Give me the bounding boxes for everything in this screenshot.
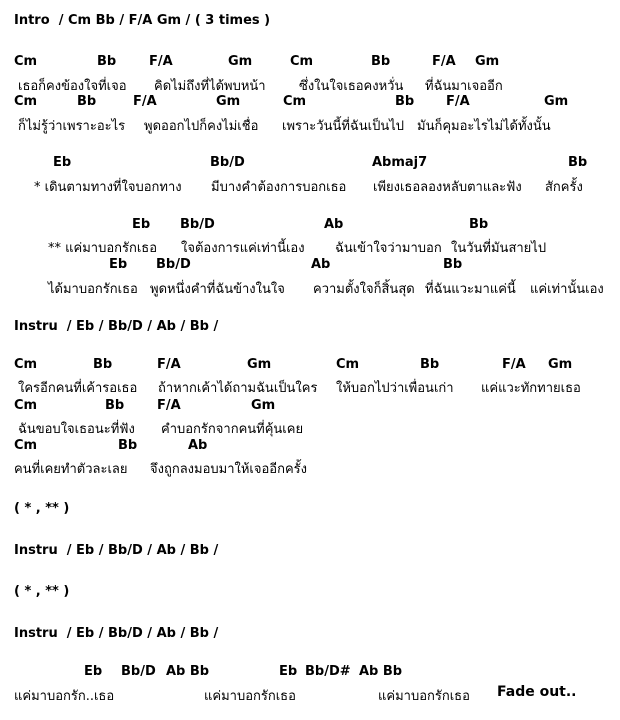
chord: Cm [14, 438, 38, 453]
chorus-b-lyrics-2 [0, 278, 620, 298]
chord: Cm [283, 94, 307, 109]
chord: Bb [395, 94, 415, 109]
lyric: ใครอีกคนที่เค้ารอเธอ [18, 381, 138, 396]
chord: Gm [475, 54, 500, 69]
chord: Gm [251, 398, 276, 413]
lyric: แค่แวะทักทายเธอ [481, 381, 581, 396]
chord: F/A [157, 357, 181, 372]
chord: Bb [443, 257, 463, 272]
verse1-lyrics-1 [0, 75, 620, 95]
chord: F/A [432, 54, 456, 69]
verse2-chords-3 [0, 438, 620, 458]
chord: Ab Bb [359, 664, 403, 679]
verse2-lyrics-3 [0, 458, 620, 478]
lyric: แค่มาบอกรัก..เธอ [14, 689, 115, 704]
chord: Bb [105, 398, 125, 413]
chord: Bb [77, 94, 97, 109]
lyric: พูดออกไปก็คงไม่เชื่อ [144, 119, 259, 134]
lyric: ได้มาบอกรักเธอ [48, 282, 138, 297]
chord: Cm [14, 54, 38, 69]
lyric: มันก็คุมอะไรไม่ได้ทั้งนั้น [417, 119, 551, 134]
chord: Ab [324, 217, 344, 232]
outro-chords [0, 664, 620, 684]
chorus-b-lyrics-1 [0, 237, 620, 257]
chord: Bb/D# [305, 664, 351, 679]
chord: Bb/D [180, 217, 215, 232]
chord: Bb [97, 54, 117, 69]
chord: Ab [188, 438, 208, 453]
chord: Cm [14, 94, 38, 109]
lyric: พูดหนึ่งคำที่ฉันข้างในใจ [150, 282, 285, 297]
lyric: ถ้าหากเค้าได้ถามฉันเป็นใคร [158, 381, 318, 396]
lyric: ให้บอกไปว่าเพื่อนเก่า [336, 381, 454, 396]
lyric: สักครั้ง [545, 180, 583, 195]
chord: Cm [336, 357, 360, 372]
lyric: เพียงเธอลองหลับตาและฟัง [373, 180, 522, 195]
verse1-chords-2 [0, 94, 620, 114]
intro-heading: Intro / Cm Bb / F/A Gm / ( 3 times ) [14, 13, 271, 28]
chord: Bb [93, 357, 113, 372]
lyric: คำบอกรักจากคนที่คุ้นเคย [161, 422, 304, 437]
lyric: เธอก็คงข้องใจที่เจอ [18, 79, 127, 94]
repeat-marker: ( * , ** ) [14, 501, 70, 516]
chord: F/A [157, 398, 181, 413]
chord: Cm [14, 357, 38, 372]
chord: Gm [216, 94, 241, 109]
chord: Bb/D [210, 155, 245, 170]
chord: Eb [109, 257, 128, 272]
chorus-b-chords-2 [0, 257, 620, 277]
chorus-a-chords [0, 155, 620, 175]
chord: Bb [118, 438, 138, 453]
chord: Bb [371, 54, 391, 69]
chord: Bb [568, 155, 588, 170]
chord: Abmaj7 [372, 155, 428, 170]
lyric: แค่มาบอกรักเธอ [204, 689, 296, 704]
chord: F/A [133, 94, 157, 109]
chord: Gm [548, 357, 573, 372]
chord: Bb/D [121, 664, 156, 679]
lyric: มีบางคำต้องการบอกเธอ [211, 180, 347, 195]
chord: F/A [149, 54, 173, 69]
lyric: คิดไม่ถึงที่ได้พบหน้า [154, 79, 266, 94]
lyric: ความตั้งใจก็สิ้นสุด [313, 282, 415, 297]
verse1-lyrics-2 [0, 115, 620, 135]
verse1-chords-1 [0, 54, 620, 74]
chord: F/A [446, 94, 470, 109]
chord: Eb [84, 664, 103, 679]
lyric: ใจต้องการแค่เท่านี้เอง [181, 241, 305, 256]
lyric: ก็ไม่รู้ว่าเพราะอะไร [18, 119, 126, 134]
chord: Eb [53, 155, 72, 170]
lyric: ในวันที่มันสายไป [451, 241, 547, 256]
lyric: ฉันเข้าใจว่ามาบอก [335, 241, 442, 256]
lyric: * เดินตามทางที่ใจบอกทาง [34, 180, 182, 195]
verse2-lyrics-2 [0, 418, 620, 438]
lyric: แค่มาบอกรักเธอ [378, 689, 470, 704]
verse2-chords-1 [0, 357, 620, 377]
lyric: คนที่เคยทำตัวละเลย [14, 462, 128, 477]
chord: Bb [469, 217, 489, 232]
chord: Gm [247, 357, 272, 372]
chord: Eb [279, 664, 298, 679]
instru-heading: Instru / Eb / Bb/D / Ab / Bb / [14, 626, 219, 641]
instru-heading: Instru / Eb / Bb/D / Ab / Bb / [14, 319, 219, 334]
chord: Cm [14, 398, 38, 413]
chord: Ab [311, 257, 331, 272]
fade-out-label: Fade out.. [497, 684, 577, 700]
lyric: ** แค่มาบอกรักเธอ [48, 241, 158, 256]
chord: F/A [502, 357, 526, 372]
chorus-b-chords-1 [0, 217, 620, 237]
lyric: แค่เท่านั้นเอง [530, 282, 604, 297]
lyric: ที่ฉันมาเจออีก [425, 79, 503, 94]
lyric: ฉันขอบใจเธอนะที่ฟัง [18, 422, 135, 437]
lyric: เพราะวันนี้ที่ฉันเป็นไป [282, 119, 405, 134]
chord: Gm [544, 94, 569, 109]
chorus-a-lyrics [0, 176, 620, 196]
chord: Bb/D [156, 257, 191, 272]
verse2-chords-2 [0, 398, 620, 418]
lyric: ซึ่งในใจเธอคงหวั่น [299, 79, 404, 94]
lyric: ที่ฉันแวะมาแค่นี้ [425, 282, 516, 297]
instru-heading: Instru / Eb / Bb/D / Ab / Bb / [14, 543, 219, 558]
verse2-lyrics-1 [0, 377, 620, 397]
chord: Gm [228, 54, 253, 69]
chord: Eb [132, 217, 151, 232]
chord: Bb [420, 357, 440, 372]
outro-lyrics [0, 685, 620, 705]
lyric: จึงถูกลงมอบมาให้เจออีกครั้ง [150, 462, 308, 477]
chord: Cm [290, 54, 314, 69]
repeat-marker: ( * , ** ) [14, 584, 70, 599]
chord: Ab Bb [166, 664, 210, 679]
